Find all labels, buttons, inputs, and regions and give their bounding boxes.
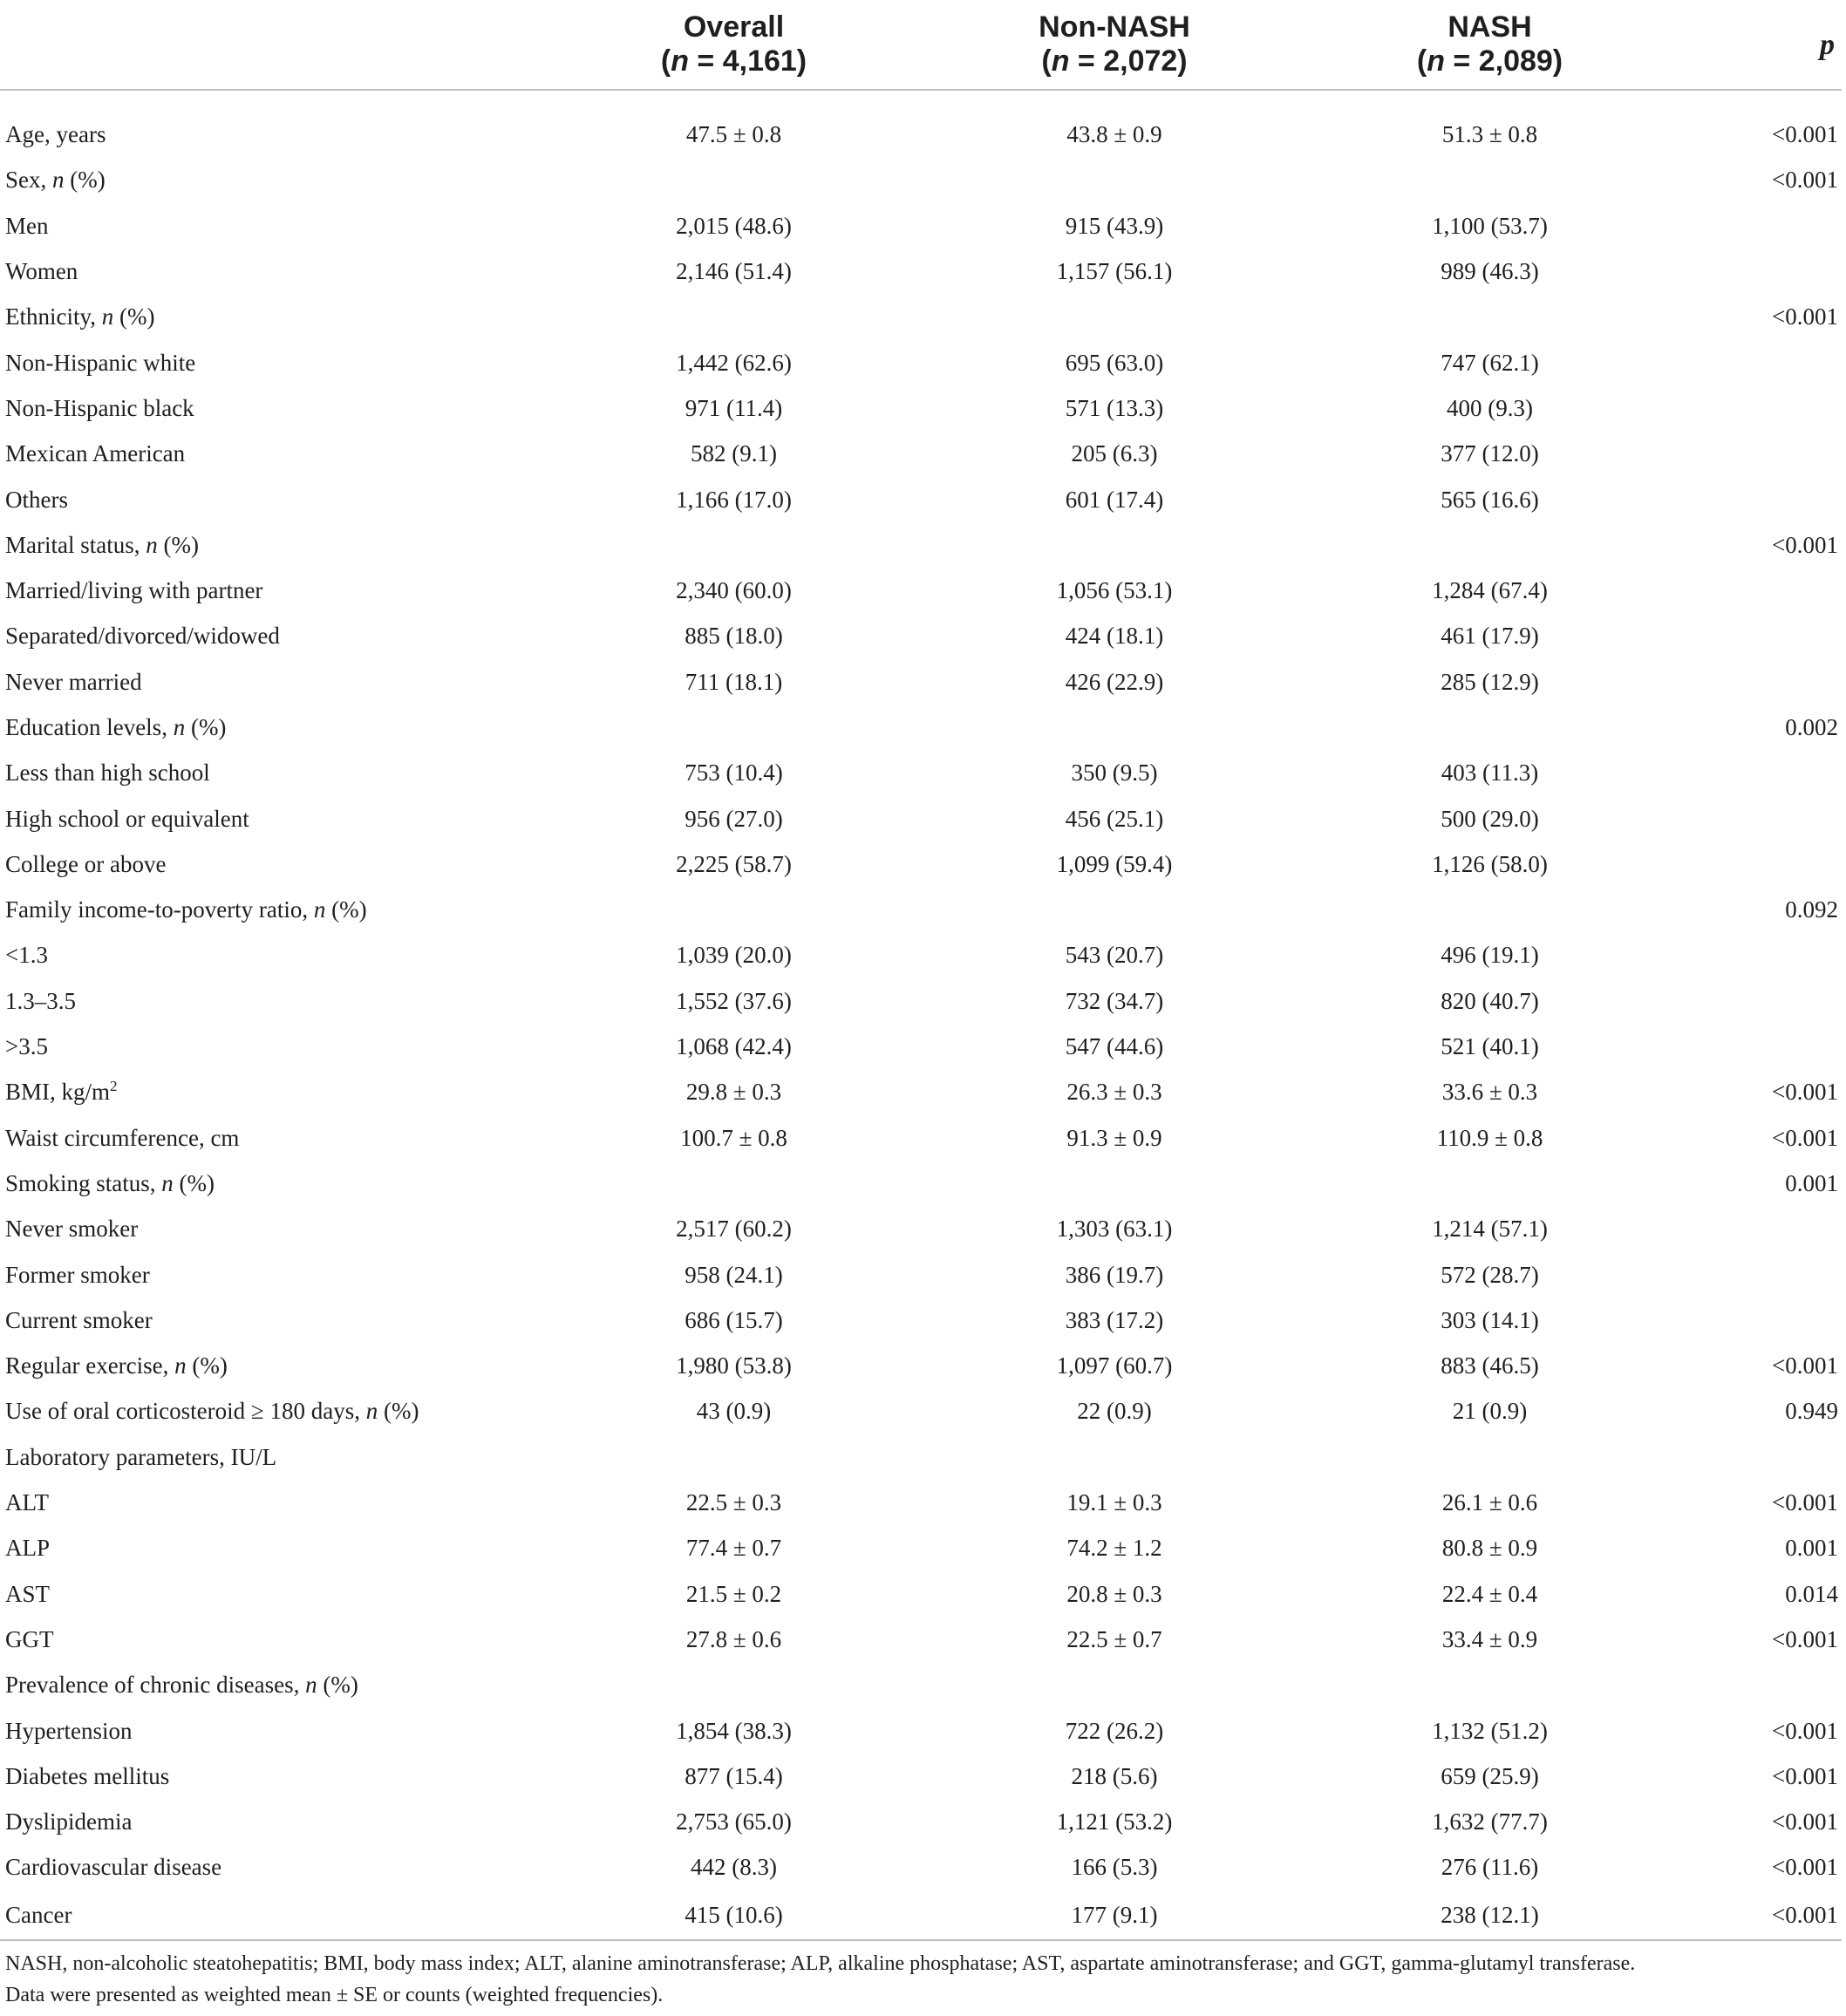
non-nash-value: 383 (17.2)	[1065, 1306, 1164, 1333]
row-label: Less than high school	[5, 759, 210, 787]
nash-value	[1302, 1662, 1678, 1707]
overall-value: 27.8 ± 0.6	[685, 1625, 782, 1652]
table-row	[0, 1707, 1842, 1753]
table-header	[0, 0, 1842, 112]
overall-value	[541, 1662, 927, 1707]
table-row	[0, 1525, 1842, 1570]
nash-value: 26.1 ± 0.6	[1441, 1489, 1538, 1516]
nash-value	[1302, 294, 1678, 339]
p-value: 0.014	[1785, 1580, 1838, 1607]
table-row	[0, 932, 1842, 977]
table-row	[0, 1754, 1842, 1799]
p-value: <0.001	[1678, 1890, 1842, 1940]
p-value	[1678, 568, 1842, 613]
p-value: <0.001	[1772, 1489, 1838, 1516]
row-label: Use of oral corticosteroid ≥ 180 days, n (%)	[5, 1398, 419, 1425]
row-label: >3.5	[5, 1033, 48, 1060]
header-non-nash-name: Non-NASH	[1039, 10, 1190, 44]
overall-value: 2,015 (48.6)	[676, 212, 792, 239]
row-label: BMI, $kg/m^2$	[5, 1078, 118, 1106]
row-label: Diabetes mellitus	[5, 1762, 170, 1789]
overall-value: 1,854 (38.3)	[676, 1717, 792, 1744]
non-nash-value: 1,056 (53.1)	[1056, 577, 1173, 604]
overall-value: 22.5 ± 0.3	[685, 1489, 782, 1516]
nash-value: 303 (14.1)	[1441, 1306, 1539, 1333]
nash-value: 883 (46.5)	[1441, 1352, 1539, 1379]
non-nash-value: 43.8 ± 0.9	[1066, 121, 1162, 148]
overall-value: 415 (10.6)	[541, 1890, 927, 1940]
row-label: Education levels, n (%)	[5, 714, 227, 740]
overall-value	[541, 1434, 927, 1480]
p-value	[1678, 1024, 1842, 1069]
nash-value: 51.3 ± 0.8	[1441, 121, 1538, 148]
non-nash-value: 1,303 (63.1)	[1056, 1216, 1173, 1243]
row-label: Regular exercise, n (%)	[5, 1352, 228, 1379]
nash-value: 377 (12.0)	[1441, 440, 1539, 467]
p-value	[1678, 1662, 1842, 1707]
overall-value: 43 (0.9)	[696, 1398, 772, 1425]
nash-value: 1,126 (58.0)	[1432, 850, 1548, 877]
overall-value: 753 (10.4)	[685, 759, 783, 787]
overall-value: 1,442 (62.6)	[676, 349, 792, 376]
nash-value: 1,284 (67.4)	[1432, 577, 1548, 604]
header-overall-n: (n = 4,161)	[660, 44, 807, 78]
non-nash-value	[927, 1434, 1302, 1480]
row-label: Men	[5, 212, 49, 239]
overall-value	[541, 887, 927, 932]
table-row	[0, 385, 1842, 431]
non-nash-value: 426 (22.9)	[1065, 668, 1164, 695]
nash-value: 403 (11.3)	[1441, 759, 1539, 787]
p-value: <0.001	[1772, 1717, 1838, 1744]
non-nash-value	[927, 1161, 1302, 1206]
row-label: Never smoker	[5, 1216, 139, 1243]
table-row	[0, 1388, 1842, 1434]
p-value: <0.001	[1772, 1079, 1838, 1106]
p-value	[1678, 1251, 1842, 1297]
row-label: Former smoker	[5, 1261, 150, 1288]
overall-value: 2,146 (51.4)	[676, 258, 792, 285]
header-row	[0, 0, 1842, 90]
non-nash-value: 547 (44.6)	[1065, 1033, 1164, 1060]
nash-value: 238 (12.1)	[1302, 1890, 1678, 1940]
p-value	[1678, 978, 1842, 1024]
nash-value	[1302, 705, 1678, 750]
p-value: <0.001	[1772, 1625, 1838, 1652]
non-nash-value: 218 (5.6)	[1071, 1762, 1158, 1789]
row-label: Smoking status, n (%)	[5, 1169, 215, 1196]
nash-value: 461 (17.9)	[1441, 623, 1539, 650]
table-row	[0, 431, 1842, 476]
p-value	[1678, 932, 1842, 977]
row-label: Waist circumference, cm	[5, 1124, 240, 1151]
row-label: Hypertension	[5, 1717, 133, 1744]
row-label: Laboratory parameters, IU/L	[5, 1443, 277, 1470]
non-nash-value: 1,121 (53.2)	[1056, 1808, 1173, 1836]
table-row	[0, 1890, 1842, 1940]
non-nash-value	[927, 294, 1302, 339]
table-row	[0, 157, 1842, 202]
nash-value: 276 (11.6)	[1441, 1854, 1539, 1881]
p-value: 0.002	[1785, 714, 1838, 740]
table-row	[0, 1251, 1842, 1297]
overall-value: 442 (8.3)	[691, 1854, 777, 1881]
table-row	[0, 568, 1842, 613]
overall-value: 1,039 (20.0)	[676, 942, 792, 969]
row-label: Dyslipidemia	[5, 1808, 133, 1836]
table-row	[0, 1206, 1842, 1251]
row-label: 1.3–3.5	[5, 987, 76, 1014]
p-value: 0.949	[1785, 1398, 1838, 1425]
nash-value	[1302, 522, 1678, 568]
table-row	[0, 522, 1842, 568]
row-label: Cancer	[0, 1890, 541, 1940]
table-row	[0, 112, 1842, 157]
row-label: Sex, n (%)	[5, 167, 106, 194]
non-nash-value: 1,099 (59.4)	[1056, 850, 1173, 877]
overall-value: 77.4 ± 0.7	[685, 1535, 782, 1562]
table-row	[0, 659, 1842, 705]
non-nash-value: 571 (13.3)	[1065, 394, 1164, 421]
p-value: <0.001	[1772, 303, 1838, 330]
p-value: <0.001	[1772, 1762, 1838, 1789]
table-row	[0, 1662, 1842, 1707]
header-nash-name: NASH	[1448, 10, 1532, 44]
p-value	[1678, 841, 1842, 887]
overall-value: 711 (18.1)	[685, 668, 783, 695]
table-row	[0, 1799, 1842, 1844]
p-value	[1678, 476, 1842, 521]
row-label: Age, years	[5, 121, 106, 148]
table-row	[0, 841, 1842, 887]
nash-value: 1,632 (77.7)	[1432, 1808, 1548, 1836]
non-nash-value: 205 (6.3)	[1071, 440, 1158, 467]
non-nash-value	[927, 157, 1302, 202]
table-row	[0, 1069, 1842, 1114]
row-label: Current smoker	[5, 1306, 153, 1333]
p-value	[1678, 1206, 1842, 1251]
overall-value	[541, 522, 927, 568]
non-nash-value: 695 (63.0)	[1065, 349, 1164, 376]
p-value: 0.001	[1785, 1169, 1838, 1196]
table-row	[0, 476, 1842, 521]
nash-value: 1,100 (53.7)	[1432, 212, 1548, 239]
row-label: Marital status, n (%)	[5, 531, 199, 558]
overall-value: 2,753 (65.0)	[676, 1808, 792, 1836]
table-row	[0, 1434, 1842, 1480]
overall-value: 100.7 ± 0.8	[680, 1124, 787, 1151]
p-value	[1678, 613, 1842, 658]
non-nash-value	[927, 705, 1302, 750]
footnote-abbreviations: NASH, non-alcoholic steatohepatitis; BMI, body mass index; ALT, alanine aminotransferase; ALP, alkaline phosphatase; AST, aspartate aminotransferase; and GGT, gamma-glutamyl transferase.	[5, 1952, 1636, 1975]
nash-value: 565 (16.6)	[1441, 486, 1539, 513]
overall-value: 958 (24.1)	[685, 1261, 783, 1288]
header-non-nash-n: (n = 2,072)	[1041, 44, 1188, 78]
table-body	[0, 112, 1842, 1940]
nash-value: 500 (29.0)	[1441, 805, 1539, 832]
nash-value: 989 (46.3)	[1441, 258, 1539, 285]
table-row	[0, 613, 1842, 658]
overall-value: 2,340 (60.0)	[676, 577, 792, 604]
nash-value: 820 (40.7)	[1441, 987, 1539, 1014]
table-row	[0, 1343, 1842, 1388]
overall-value	[541, 294, 927, 339]
nash-value: 1,214 (57.1)	[1432, 1216, 1548, 1243]
nash-value: 1,132 (51.2)	[1432, 1717, 1548, 1744]
header-non-nash	[927, 0, 1302, 90]
table-row	[0, 1161, 1842, 1206]
nash-value: 521 (40.1)	[1441, 1033, 1539, 1060]
non-nash-value: 1,097 (60.7)	[1056, 1352, 1173, 1379]
row-label: High school or equivalent	[5, 805, 249, 832]
p-value	[1678, 431, 1842, 476]
table-row	[0, 1024, 1842, 1069]
header-overall	[541, 0, 927, 90]
non-nash-value: 26.3 ± 0.3	[1066, 1079, 1162, 1106]
p-value: 0.001	[1785, 1535, 1838, 1562]
nash-value	[1302, 887, 1678, 932]
non-nash-value: 177 (9.1)	[927, 1890, 1302, 1940]
p-value: <0.001	[1772, 1352, 1838, 1379]
table-row	[0, 1115, 1842, 1161]
header-nash-n: (n = 2,089)	[1416, 44, 1563, 78]
row-label: Women	[5, 258, 78, 285]
table-row	[0, 249, 1842, 294]
row-label: Family income-to-poverty ratio, n (%)	[5, 896, 367, 923]
nash-value: 747 (62.1)	[1441, 349, 1539, 376]
non-nash-value: 350 (9.5)	[1071, 759, 1158, 787]
row-label: College or above	[5, 850, 167, 877]
nash-value: 80.8 ± 0.9	[1441, 1535, 1538, 1562]
header-nash	[1302, 0, 1678, 90]
overall-value: 885 (18.0)	[685, 623, 783, 650]
overall-value	[541, 705, 927, 750]
nash-value: 496 (19.1)	[1441, 942, 1539, 969]
nash-value: 400 (9.3)	[1447, 394, 1533, 421]
overall-value: 686 (15.7)	[685, 1306, 783, 1333]
p-value	[1678, 203, 1842, 249]
non-nash-value: 543 (20.7)	[1065, 942, 1164, 969]
row-label: ALT	[5, 1489, 50, 1516]
non-nash-value: 601 (17.4)	[1065, 486, 1164, 513]
overall-value: 2,225 (58.7)	[676, 850, 792, 877]
nash-value: 22.4 ± 0.4	[1441, 1580, 1538, 1607]
overall-value: 21.5 ± 0.2	[685, 1580, 782, 1607]
non-nash-value: 22 (0.9)	[1077, 1398, 1152, 1425]
row-label: Non-Hispanic black	[5, 394, 194, 421]
nash-value: 285 (12.9)	[1441, 668, 1539, 695]
non-nash-value: 456 (25.1)	[1065, 805, 1164, 832]
table-row	[0, 294, 1842, 339]
overall-value: 2,517 (60.2)	[676, 1216, 792, 1243]
table-row	[0, 1617, 1842, 1662]
nash-value: 33.6 ± 0.3	[1441, 1079, 1538, 1106]
non-nash-value: 915 (43.9)	[1065, 212, 1164, 239]
table-row	[0, 1480, 1842, 1525]
header-overall-name: Overall	[683, 10, 785, 44]
row-label: <1.3	[5, 942, 48, 969]
p-value	[1678, 249, 1842, 294]
p-value: 0.092	[1785, 896, 1838, 923]
nash-value: 33.4 ± 0.9	[1441, 1625, 1538, 1652]
p-value: <0.001	[1772, 531, 1838, 558]
row-label: Cardiovascular disease	[5, 1854, 222, 1881]
nash-value: 659 (25.9)	[1441, 1762, 1539, 1789]
table-footnotes	[5, 1948, 1836, 2011]
row-label: Never married	[5, 668, 142, 695]
overall-value: 1,980 (53.8)	[676, 1352, 792, 1379]
footnote-data-presentation: Data were presented as weighted mean ± SE or counts (weighted frequencies).	[5, 1984, 664, 2006]
row-label: Mexican American	[5, 440, 186, 467]
table-row	[0, 203, 1842, 249]
non-nash-value	[927, 887, 1302, 932]
header-p-value: p	[1678, 0, 1842, 90]
p-value: <0.001	[1772, 1808, 1838, 1836]
nash-value	[1302, 1161, 1678, 1206]
non-nash-value: 74.2 ± 1.2	[1066, 1535, 1162, 1562]
non-nash-value: 22.5 ± 0.7	[1066, 1625, 1162, 1652]
overall-value: 877 (15.4)	[685, 1762, 783, 1789]
header-label-column	[0, 0, 541, 90]
table-row	[0, 750, 1842, 795]
row-label: GGT	[5, 1625, 54, 1652]
p-value	[1678, 659, 1842, 705]
p-value	[1678, 339, 1842, 385]
non-nash-value: 732 (34.7)	[1065, 987, 1164, 1014]
row-label: Others	[5, 486, 68, 513]
nash-value	[1302, 157, 1678, 202]
p-value	[1678, 1434, 1842, 1480]
row-label: Married/living with partner	[5, 577, 263, 604]
overall-value	[541, 157, 927, 202]
non-nash-value: 19.1 ± 0.3	[1066, 1489, 1162, 1516]
overall-value: 29.8 ± 0.3	[685, 1079, 782, 1106]
non-nash-value: 424 (18.1)	[1065, 623, 1164, 650]
row-label: AST	[5, 1580, 51, 1607]
p-value: <0.001	[1772, 1124, 1838, 1151]
non-nash-value	[927, 522, 1302, 568]
overall-value: 1,166 (17.0)	[676, 486, 792, 513]
table-row	[0, 1844, 1842, 1890]
row-label: Separated/divorced/widowed	[5, 623, 280, 650]
p-value	[1678, 750, 1842, 795]
table-row	[0, 1297, 1842, 1343]
p-value: <0.001	[1772, 167, 1838, 194]
non-nash-value: 166 (5.3)	[1071, 1854, 1158, 1881]
nash-value	[1302, 1434, 1678, 1480]
overall-value: 971 (11.4)	[685, 394, 783, 421]
overall-value: 1,068 (42.4)	[676, 1033, 792, 1060]
non-nash-value: 20.8 ± 0.3	[1066, 1580, 1162, 1607]
nash-value: 21 (0.9)	[1452, 1398, 1528, 1425]
table-row	[0, 887, 1842, 932]
overall-value: 582 (9.1)	[691, 440, 777, 467]
overall-value: 47.5 ± 0.8	[685, 121, 782, 148]
overall-value: 1,552 (37.6)	[676, 987, 792, 1014]
row-label: Non-Hispanic white	[5, 349, 196, 376]
p-value	[1678, 1297, 1842, 1343]
non-nash-value	[927, 1662, 1302, 1707]
non-nash-value: 1,157 (56.1)	[1056, 258, 1173, 285]
table-row	[0, 1571, 1842, 1617]
non-nash-value: 386 (19.7)	[1065, 1261, 1164, 1288]
overall-value: 956 (27.0)	[685, 805, 783, 832]
row-label: Prevalence of chronic diseases, n (%)	[5, 1672, 358, 1699]
table-row	[0, 795, 1842, 841]
non-nash-value: 722 (26.2)	[1065, 1717, 1164, 1744]
p-value	[1678, 795, 1842, 841]
p-value: <0.001	[1772, 121, 1838, 148]
row-label: ALP	[5, 1535, 51, 1562]
overall-value	[541, 1161, 927, 1206]
table-row	[0, 978, 1842, 1024]
p-value: <0.001	[1772, 1854, 1838, 1881]
table-row	[0, 339, 1842, 385]
non-nash-value: 91.3 ± 0.9	[1066, 1124, 1162, 1151]
nash-value: 572 (28.7)	[1441, 1261, 1539, 1288]
nash-value: 110.9 ± 0.8	[1436, 1124, 1543, 1151]
p-value	[1678, 385, 1842, 431]
row-label: Ethnicity, n (%)	[5, 303, 155, 330]
table-row	[0, 705, 1842, 750]
